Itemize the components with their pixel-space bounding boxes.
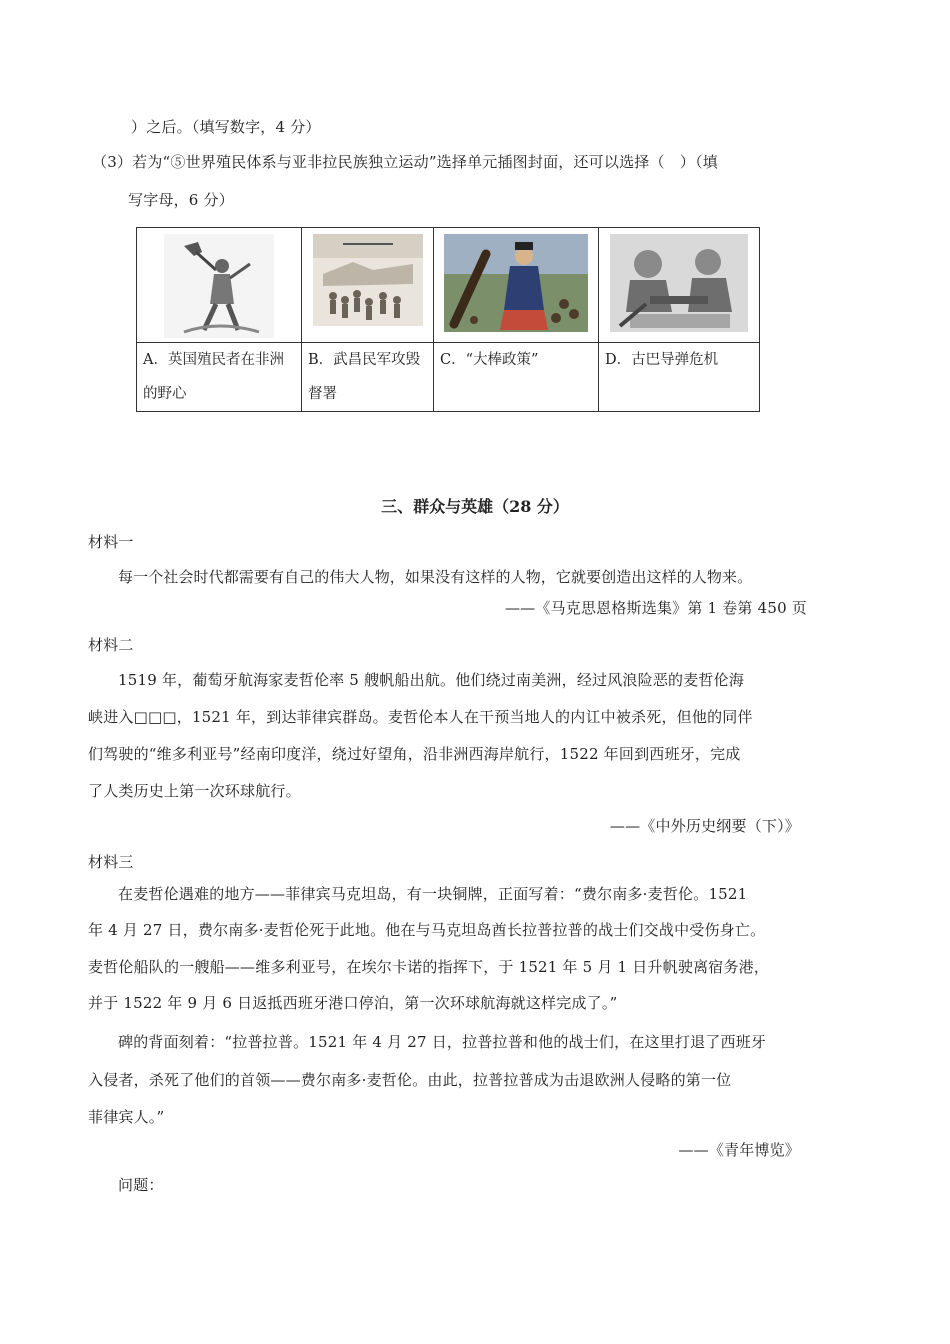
option-a-text: A．英国殖民者在非洲 的野心 <box>137 343 302 412</box>
material-3-line: 在麦哲伦遇难的地方——菲律宾马克坦岛，有一块铜牌，正面写着：“费尔南多·麦哲伦。1521 <box>118 885 748 903</box>
material-2-line: 峡进入□□□，1521 年，到达菲律宾群岛。麦哲伦本人在干预当地人的内讧中被杀死，但他的同伴 <box>88 708 753 726</box>
option-b-text: B．武昌民军攻毁 督署 <box>302 343 434 412</box>
material-3-line: 碑的背面刻着：“拉普拉普。1521 年 4 月 27 日，拉普拉普和他的战士们，在这里打退了西班牙 <box>118 1033 767 1051</box>
material-3-line: 菲律宾人。” <box>88 1108 165 1126</box>
material-2-source: ——《中外历史纲要（下）》 <box>609 817 800 835</box>
colonist-colossus-image <box>164 234 274 338</box>
material-1-source: ——《马克思恩格斯选集》第 1 卷第 450 页 <box>504 599 807 617</box>
question-continuation: ）之后。（填写数字，4 分） <box>131 118 321 136</box>
option-b-image-cell <box>302 228 434 343</box>
material-3-line: 麦哲伦船队的一艘船——维多利亚号，在埃尔卡诺的指挥下，于 1521 年 5 月 1 日升帆驶离宿务港， <box>88 958 770 976</box>
material-3-line: 入侵者，杀死了他们的首领——费尔南多·麦哲伦。由此，拉普拉普成为击退欧洲人侵略的第一位 <box>88 1071 732 1089</box>
option-c-text: C．“大棒政策” <box>434 343 599 412</box>
cuban-missile-crisis-image <box>610 234 748 332</box>
material-3-line: 年 4 月 27 日，费尔南多·麦哲伦死于此地。他在与马克坦岛酋长拉普拉普的战士们交战中受伤身亡。 <box>88 921 766 939</box>
option-c-image-cell <box>434 228 599 343</box>
option-a-image-cell <box>137 228 302 343</box>
option-d-text: D．古巴导弹危机 <box>599 343 760 412</box>
material-1-label: 材料一 <box>88 533 134 551</box>
material-2-line: 们驾驶的“维多利亚号”经南印度洋，绕过好望角，沿非洲西海岸航行，1522 年回到西班牙，完成 <box>88 745 741 763</box>
question-label: 问题： <box>118 1176 164 1194</box>
wuchang-uprising-image <box>313 234 423 326</box>
material-2-line: 了人类历史上第一次环球航行。 <box>88 782 301 800</box>
big-stick-policy-image <box>444 234 588 332</box>
section-title: 三、群众与英雄（28 分） <box>381 497 569 516</box>
option-d-image-cell <box>599 228 760 343</box>
material-2-line: 1519 年，葡萄牙航海家麦哲伦率 5 艘帆船出航。他们绕过南美洲，经过风浪险恶的麦哲伦海 <box>118 671 745 689</box>
question-3-line-2: 写字母，6 分） <box>128 191 234 209</box>
question-3-line-1: （3）若为“⑤世界殖民体系与亚非拉民族独立运动”选择单元插图封面，还可以选择（ ）（填 <box>92 153 718 171</box>
material-2-label: 材料二 <box>88 636 134 654</box>
material-3-label: 材料三 <box>88 853 134 871</box>
options-table <box>136 227 760 412</box>
material-1-text: 每一个社会时代都需要有自己的伟大人物，如果没有这样的人物，它就要创造出这样的人物来。 <box>118 568 753 586</box>
material-3-source: ——《青年博览》 <box>678 1141 800 1159</box>
material-3-line: 并于 1522 年 9 月 6 日返抵西班牙港口停泊，第一次环球航海就这样完成了。” <box>88 994 618 1012</box>
